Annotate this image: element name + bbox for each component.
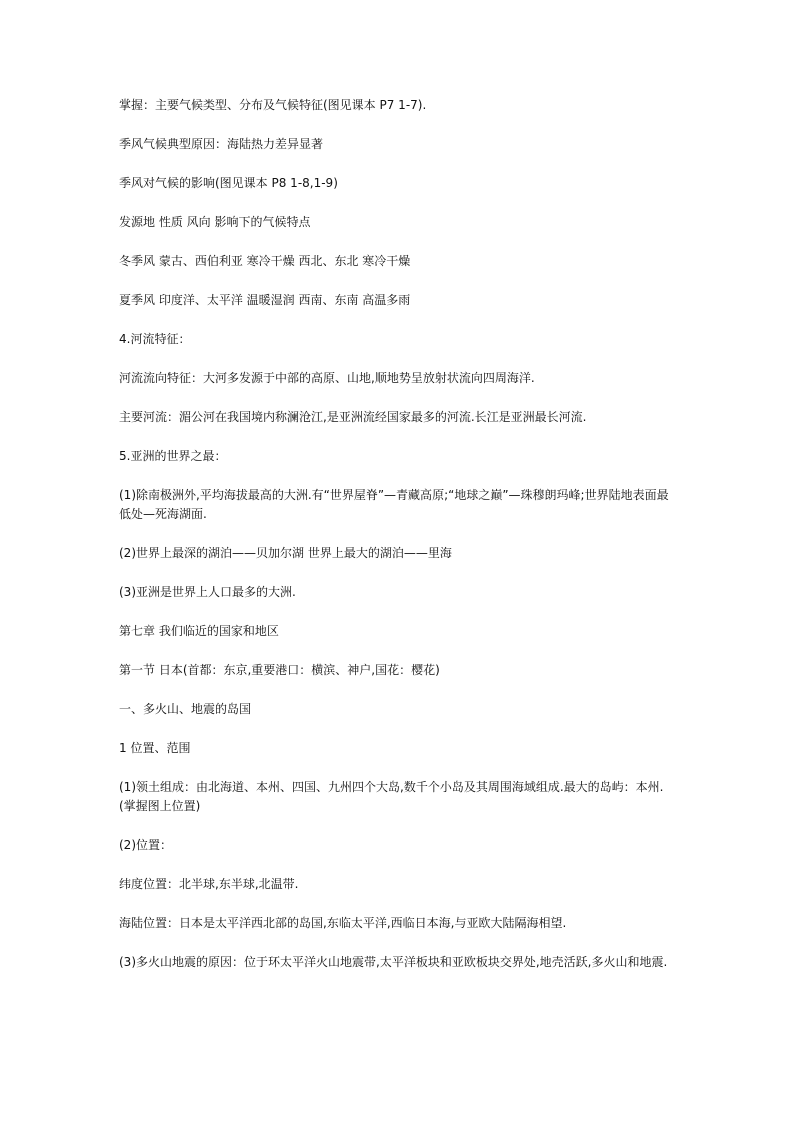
heading-river-features: 4.河流特征：: [119, 332, 191, 346]
heading-asia-records: 5.亚洲的世界之最：: [119, 449, 227, 463]
paragraph-record-1: (1)除南极洲外,平均海拔最高的大洲.有“世界屋脊”—青藏高原;“地球之巅”—珠穆朗玛峰;世界陆地表面最低处—死海湖面.: [119, 488, 669, 521]
paragraph-territory: (1)领土组成：由北海道、本州、四国、九州四个大岛,数千个小岛及其周围海域组成.最大的岛屿：本州.(掌握图上位置): [119, 780, 664, 813]
heading-chapter-7: 第七章 我们临近的国家和地区: [119, 624, 279, 638]
paragraph-climate-types: 掌握：主要气候类型、分布及气候特征(图见课本 P7 1-7).: [119, 98, 427, 112]
paragraph-record-2: (2)世界上最深的湖泊——贝加尔湖 世界上最大的湖泊——里海: [119, 546, 452, 560]
paragraph-latitude-position: 纬度位置：北半球,东半球,北温带.: [119, 877, 299, 891]
heading-section-japan: 第一节 日本(首都：东京,重要港口：横滨、神户,国花：樱花): [119, 663, 440, 677]
heading-position: (2)位置：: [119, 838, 172, 852]
document-body: [119, 96, 679, 972]
heading-volcanic-island: 一、多火山、地震的岛国: [119, 702, 252, 716]
heading-location-scope: 1 位置、范围: [119, 741, 191, 755]
paragraph-river-direction: 河流流向特征：大河多发源于中部的高原、山地,顺地势呈放射状流向四周海洋.: [119, 371, 535, 385]
paragraph-monsoon-header: 发源地 性质 风向 影响下的气候特点: [119, 215, 311, 229]
paragraph-winter-monsoon: 冬季风 蒙古、西伯利亚 寒冷干燥 西北、东北 寒冷干燥: [119, 254, 411, 268]
paragraph-monsoon-cause: 季风气候典型原因：海陆热力差异显著: [119, 137, 324, 151]
paragraph-main-rivers: 主要河流：湄公河在我国境内称澜沧江,是亚洲流经国家最多的河流.长江是亚洲最长河流.: [119, 410, 587, 424]
paragraph-record-3: (3)亚洲是世界上人口最多的大洲.: [119, 585, 296, 599]
paragraph-summer-monsoon: 夏季风 印度洋、太平洋 温暖湿润 西南、东南 高温多雨: [119, 293, 411, 307]
paragraph-sea-land-position: 海陆位置：日本是太平洋西北部的岛国,东临太平洋,西临日本海,与亚欧大陆隔海相望.: [119, 916, 567, 930]
paragraph-volcano-cause: (3)多火山地震的原因：位于环太平洋火山地震带,太平洋板块和亚欧板块交界处,地壳活跃,多火山和地震.: [119, 955, 668, 969]
paragraph-monsoon-effect: 季风对气候的影响(图见课本 P8 1-8,1-9): [119, 176, 338, 190]
